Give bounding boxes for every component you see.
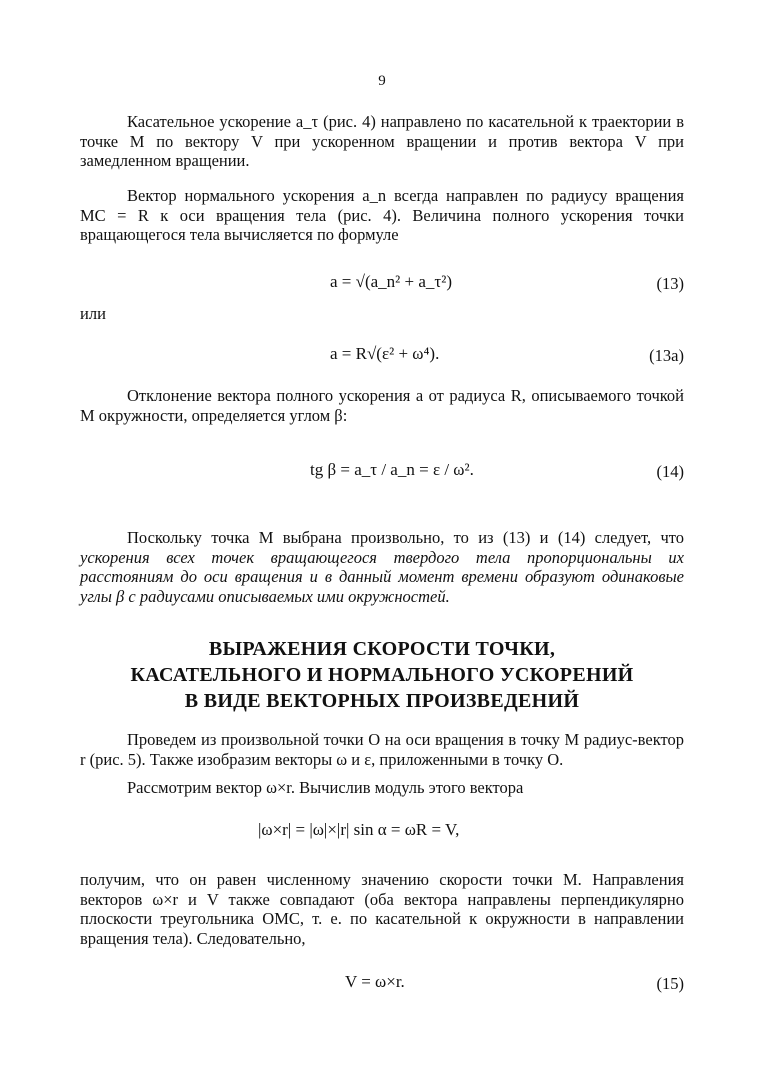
paragraph-tangential-acceleration: Касательное ускорение a_τ (рис. 4) направлено по касательной к траектории в точке M по вектору V при ускоренном вращении и против вектора V при замедленном вращении. <box>80 112 684 170</box>
paragraph-velocity-direction: получим, что он равен численному значению скорости точки M. Направления векторов ω×r и V также совпадают (оба вектора направлены перпендикулярно плоскости треугольника OMC, т. е. по касательной к окружности в направлении вращения тела). Следовательно, <box>80 870 684 948</box>
equation-13a-body: a = R√(ε² + ω⁴). <box>330 344 440 363</box>
paragraph-cross-product: Рассмотрим вектор ω×r. Вычислив модуль этого вектора <box>127 778 524 797</box>
heading-line-3: В ВИДЕ ВЕКТОРНЫХ ПРОИЗВЕДЕНИЙ <box>184 690 580 712</box>
section-heading <box>0 636 764 714</box>
heading-line-1: ВЫРАЖЕНИЯ СКОРОСТИ ТОЧКИ, <box>208 638 556 660</box>
equation-15 <box>0 972 764 1012</box>
paragraph-normal-acceleration: Вектор нормального ускорения a_n всегда направлен по радиусу вращения MC = R к оси вращения тела (рис. 4). Величина полного ускорения точки вращающегося тела вычисляется по формуле <box>80 186 684 244</box>
page-number: 9 <box>378 73 386 89</box>
equation-13-label: (13) <box>656 274 684 293</box>
equation-modulus-body: |ω×r| = |ω|×|r| sin α = ωR = V, <box>258 820 460 839</box>
word-or: или <box>80 304 106 323</box>
equation-13 <box>0 272 764 312</box>
paragraph-radius-vector: Проведем из произвольной точки O на оси вращения в точку M радиус-вектор r (рис. 5). Также изобразим векторы ω и ε, приложенными в точку O. <box>80 730 684 769</box>
paragraph-conclusion <box>80 528 684 606</box>
equation-14-label: (14) <box>656 462 684 481</box>
equation-13a <box>0 344 764 384</box>
conclusion-italic: ускорения всех точек вращающегося твердого тела пропорциональны их расстояниям до оси вращения и в данный момент времени образуют одинаковые углы β с радиусами описываемых ими окружностей. <box>80 547 684 606</box>
conclusion-plain: Поскольку точка M выбрана произвольно, то из (13) и (14) следует, что <box>127 528 684 547</box>
heading-line-2: КАСАТЕЛЬНОГО И НОРМАЛЬНОГО УСКОРЕНИЙ <box>130 664 634 686</box>
equation-13a-label: (13а) <box>649 346 684 365</box>
equation-15-body: V = ω×r. <box>345 972 405 991</box>
equation-modulus <box>0 820 764 860</box>
paragraph-deviation-angle: Отклонение вектора полного ускорения a от радиуса R, описываемого точкой M окружности, определяется углом β: <box>80 386 684 425</box>
equation-14-body: tg β = a_τ / a_n = ε / ω². <box>310 460 474 479</box>
equation-15-label: (15) <box>656 974 684 993</box>
equation-13-body: a = √(a_n² + a_τ²) <box>330 272 452 291</box>
equation-14 <box>0 460 764 500</box>
